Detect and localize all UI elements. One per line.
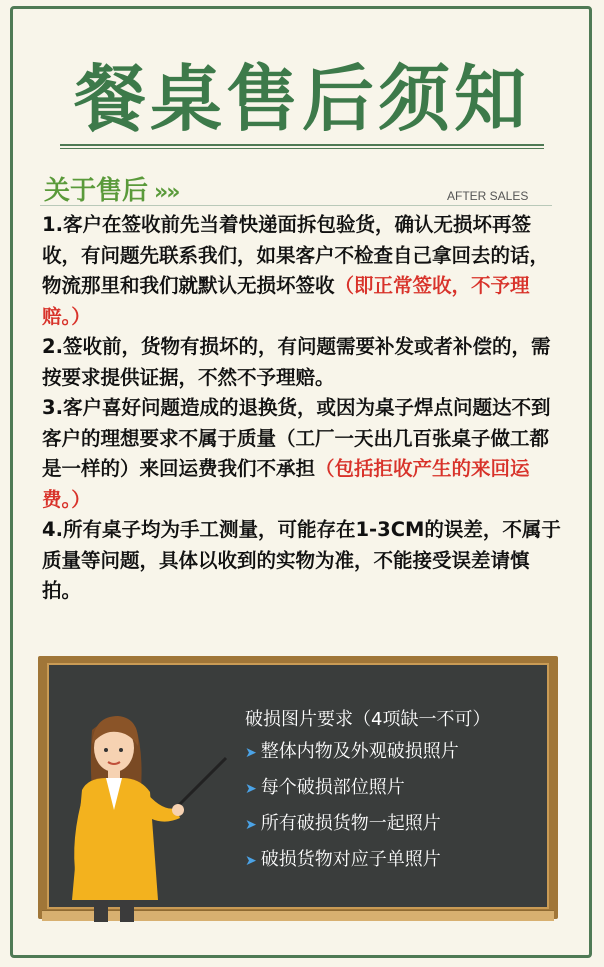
policy-item-3 xyxy=(42,393,567,515)
policy-item-warning: （包括拒收产生的来回运费。） xyxy=(42,457,530,511)
title-divider xyxy=(60,144,544,149)
section-heading xyxy=(44,170,178,207)
policy-item-warning: （即正常签收，不予理赔。） xyxy=(42,274,530,328)
list-item-label: 每个破损部位照片 xyxy=(260,777,405,798)
arrow-icon: ➤ xyxy=(245,745,257,761)
policy-item-text: 4.所有桌子均为手工测量，可能存在1-3CM的误差，不属于质量等问题，具体以收到的实物为准，不能接受误差请慎拍。 xyxy=(42,518,561,602)
policy-text xyxy=(42,210,567,607)
page-title: 餐桌售后须知 xyxy=(73,57,530,141)
list-item-label: 破损货物对应子单照片 xyxy=(260,849,441,870)
list-item xyxy=(245,774,459,810)
policy-item-4 xyxy=(42,515,567,607)
double-chevron-icon: »» xyxy=(154,180,179,205)
list-item xyxy=(245,810,459,846)
arrow-icon: ➤ xyxy=(245,817,257,833)
list-item-label: 所有破损货物一起照片 xyxy=(260,813,441,834)
policy-item-2 xyxy=(42,332,567,393)
section-subtitle: AFTER SALES xyxy=(447,189,529,203)
section-heading-label: 关于售后 xyxy=(44,176,149,206)
arrow-icon: ➤ xyxy=(245,781,257,797)
arrow-icon: ➤ xyxy=(245,853,257,869)
damage-photo-requirements-list xyxy=(245,738,459,882)
section-divider xyxy=(40,205,552,206)
policy-item-1 xyxy=(42,210,567,332)
policy-item-text: 3.客户喜好问题造成的退换货，或因为桌子焊点问题达不到客户的理想要求不属于质量（工厂一天出几百张桌子做工都是一样的）来回运费我们不承担 xyxy=(42,396,551,480)
policy-item-text: 2.签收前，货物有损坏的，有问题需要补发或者补偿的，需按要求提供证据，不然不予理赔。 xyxy=(42,335,551,389)
policy-item-text: 1.客户在签收前先当着快递面拆包验货，确认无损坏再签收，有问题先联系我们，如果客户不检查自己拿回去的话，物流那里和我们就默认无损坏签收 xyxy=(42,213,550,297)
teacher-illustration-icon xyxy=(58,700,233,925)
pointer-stick xyxy=(176,758,226,808)
list-item xyxy=(245,738,459,774)
list-item xyxy=(245,846,459,882)
list-item-label: 整体内物及外观破损照片 xyxy=(260,741,459,762)
damage-photo-requirements-title: 破损图片要求（4项缺一不可） xyxy=(245,709,491,730)
